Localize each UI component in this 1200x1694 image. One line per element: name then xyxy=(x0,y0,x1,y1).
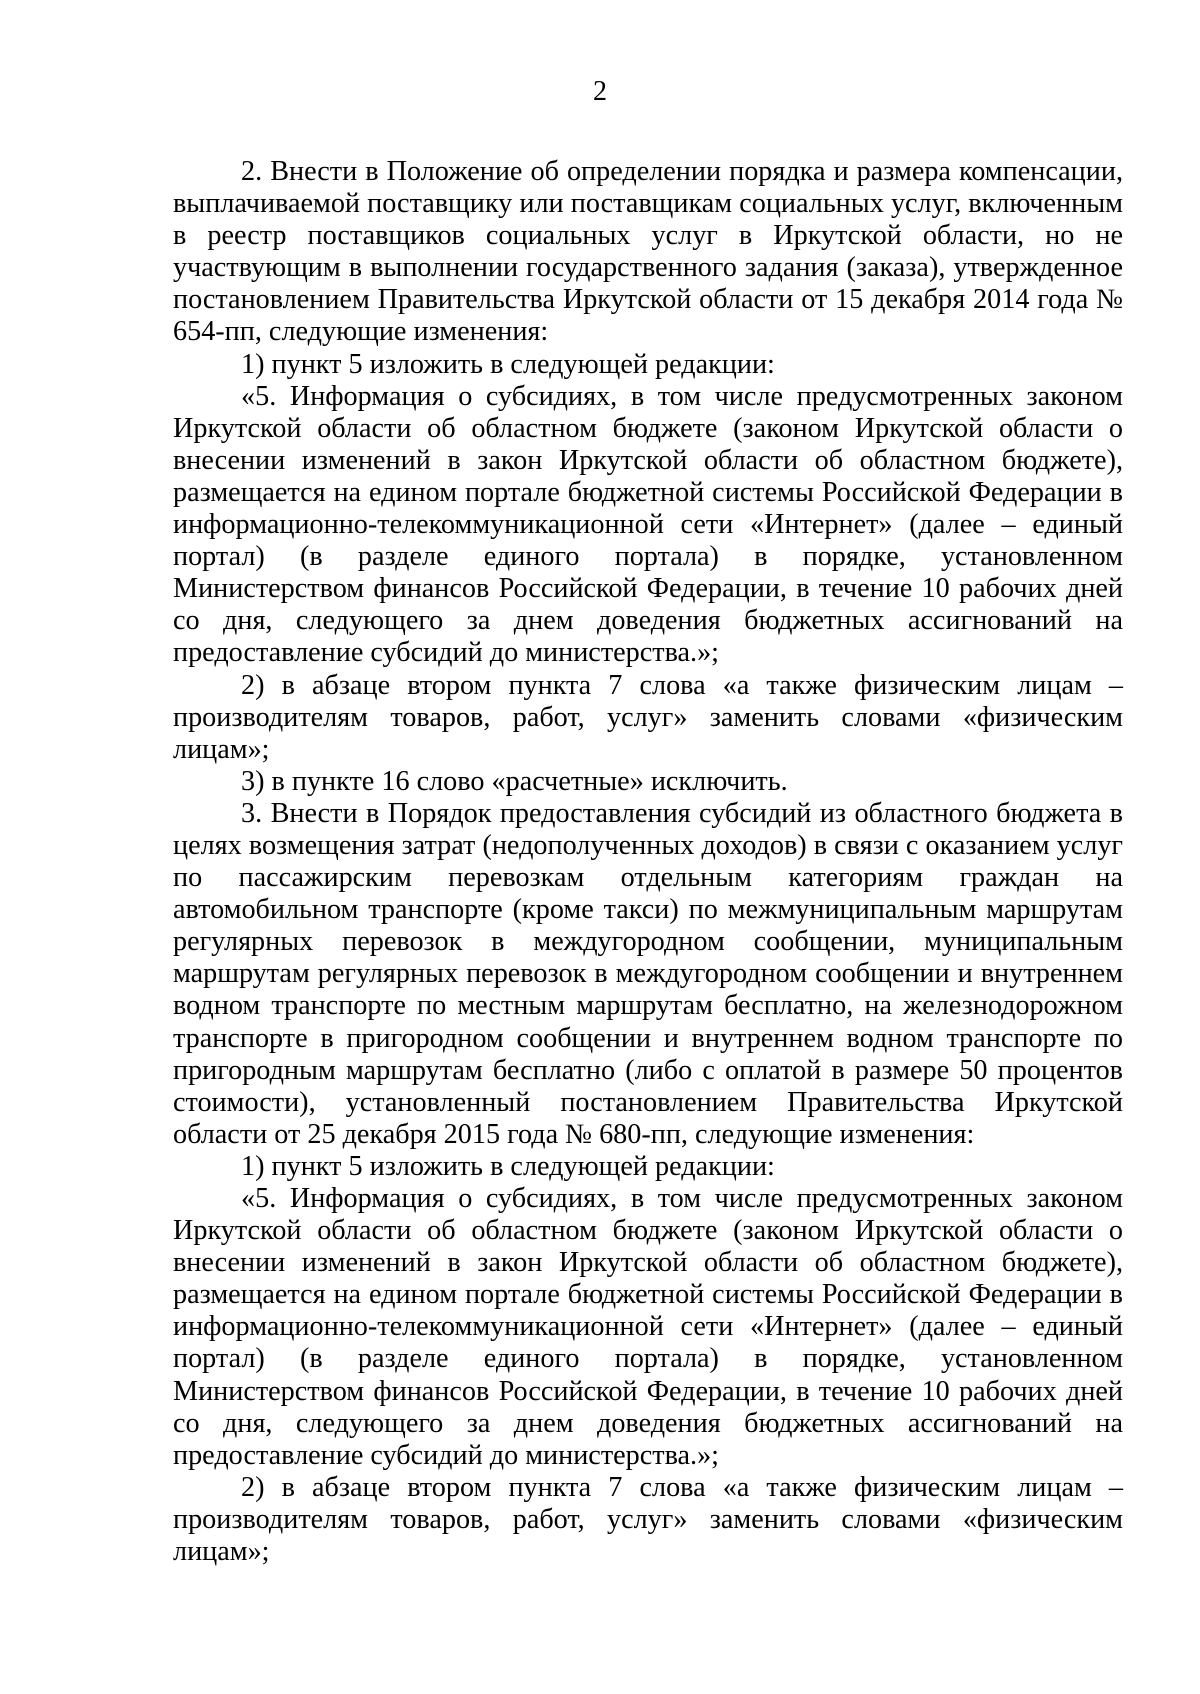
paragraph-amend-compensation-regulation: 2. Внести в Положение об определении порядка и размера компенсации, выплачиваемой поставщику или поставщикам социальных услуг, включенным в реестр поставщиков социальных услуг в Иркутской области, но не участвующим в выполнении государственного задания (заказа), утвержденное постановлением Правительства Иркутской области от 15 декабря 2014 года № 654-пп, следующие изменения: xyxy=(173,156,1123,348)
paragraph-quoted-clause-5: «5. Информация о субсидиях, в том числе предусмотренных законом Иркутской области об областном бюджете (законом Иркутской области о внесении изменений в закон Иркутской области об областном бюджете), размещается на едином портале бюджетной системы Российской Федерации в информационно-телекоммуникационной сети «Интернет» (далее – единый портал) (в разделе единого портала) в порядке, установленном Министерством финансов Российской Федерации, в течение 10 рабочих дней со дня, следующего за днем доведения бюджетных ассигнований на предоставление субсидий до министерства.»; xyxy=(173,380,1123,669)
paragraph-item-3: 3) в пункте 16 слово «расчетные» исключить. xyxy=(241,765,788,797)
paragraph-item-2: 2) в абзаце втором пункта 7 слова «а также физическим лицам – производителям товаров, работ, услуг» заменить словами «физическим лицам»; xyxy=(173,669,1123,765)
paragraph-amend-subsidy-procedure: 3. Внести в Порядок предоставления субсидий из областного бюджета в целях возмещения затрат (недополученных доходов) в связи с оказанием услуг по пассажирским перевозкам отдельным категориям граждан на автомобильном транспорте (кроме такси) по межмуниципальным маршрутам регулярных перевозок в междугородном сообщении, муниципальным маршрутам регулярных перевозок в междугородном сообщении и внутреннем водном транспорте по местным маршрутам бесплатно, на железнодорожном транспорте в пригородном сообщении и внутреннем водном транспорте по пригородным маршрутам бесплатно (либо с оплатой в размере 50 процентов стоимости), установленный постановлением Правительства Иркутской области от 25 декабря 2015 года № 680-пп, следующие изменения: xyxy=(173,797,1123,1150)
paragraph-quoted-clause-5-second: «5. Информация о субсидиях, в том числе предусмотренных законом Иркутской области об областном бюджете (законом Иркутской области о внесении изменений в закон Иркутской области об областном бюджете), размещается на едином портале бюджетной системы Российской Федерации в информационно-телекоммуникационной сети «Интернет» (далее – единый портал) (в разделе единого портала) в порядке, установленном Министерством финансов Российской Федерации, в течение 10 рабочих дней со дня, следующего за днем доведения бюджетных ассигнований на предоставление субсидий до министерства.»; xyxy=(173,1183,1123,1471)
paragraph-item-2-second: 2) в абзаце втором пункта 7 слова «а также физическим лицам – производителям товаров, работ, услуг» заменить словами «физическим лицам»; xyxy=(173,1471,1123,1568)
paragraph-item-1: 1) пункт 5 изложить в следующей редакции: xyxy=(241,348,775,380)
document-body xyxy=(173,156,1123,1568)
page-number: 2 xyxy=(593,76,607,107)
paragraph-item-1-second: 1) пункт 5 изложить в следующей редакции: xyxy=(241,1150,775,1182)
